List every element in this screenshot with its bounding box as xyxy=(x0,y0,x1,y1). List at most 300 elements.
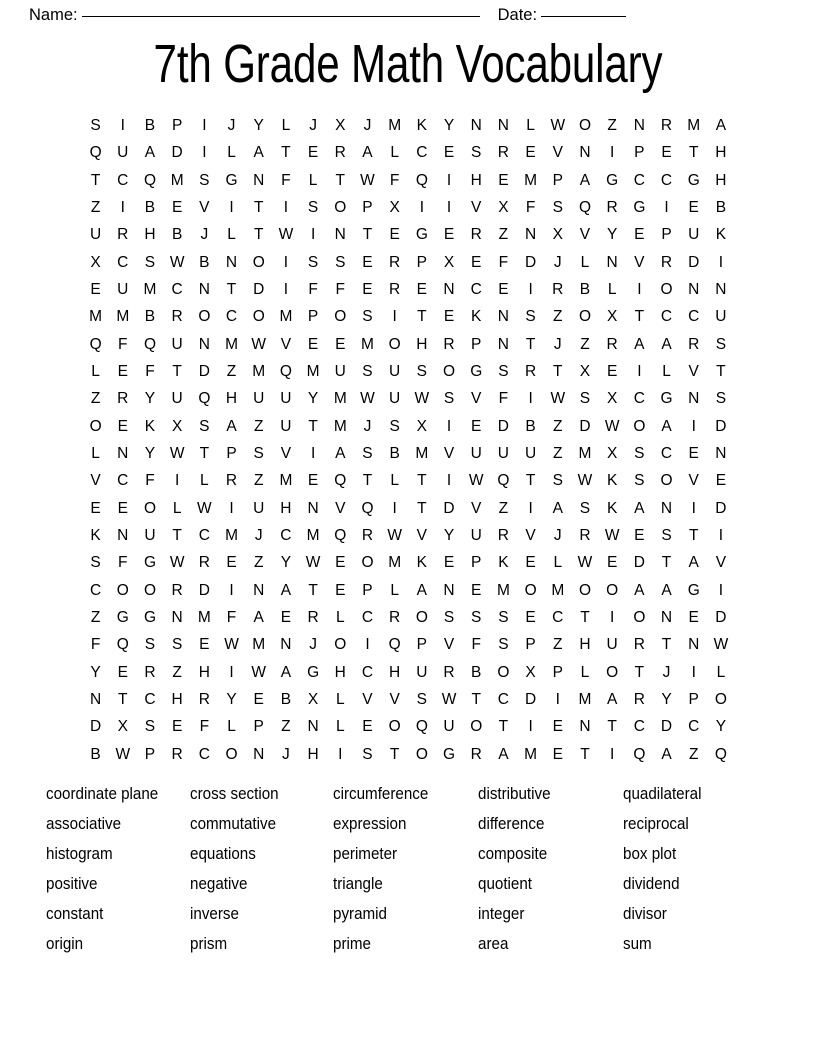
grid-cell[interactable]: I xyxy=(718,581,724,599)
grid-cell[interactable]: N xyxy=(117,444,129,462)
grid-cell[interactable]: K xyxy=(715,226,727,244)
grid-cell[interactable]: D xyxy=(497,417,509,435)
grid-cell[interactable]: I xyxy=(392,499,397,517)
grid-cell[interactable]: R xyxy=(171,308,183,326)
grid-cell[interactable]: N xyxy=(225,253,238,271)
grid-cell[interactable]: W xyxy=(251,663,267,681)
grid-cell[interactable]: I xyxy=(610,144,615,162)
grid-cell[interactable]: O xyxy=(415,608,428,626)
grid-cell[interactable]: M xyxy=(279,472,293,490)
grid-cell[interactable]: E xyxy=(362,718,373,736)
grid-cell[interactable]: Z xyxy=(253,472,264,490)
grid-cell[interactable]: U xyxy=(470,526,482,544)
grid-cell[interactable]: D xyxy=(715,417,727,435)
grid-cell[interactable]: K xyxy=(498,554,509,572)
grid-cell[interactable]: Z xyxy=(607,117,617,134)
grid-cell[interactable]: B xyxy=(280,690,292,708)
grid-cell[interactable]: T xyxy=(417,308,427,326)
grid-cell[interactable]: E xyxy=(471,417,482,435)
grid-cell[interactable]: N xyxy=(334,226,346,244)
grid-cell[interactable]: A xyxy=(280,663,292,681)
grid-cell[interactable]: S xyxy=(144,718,156,736)
grid-cell[interactable]: O xyxy=(470,718,483,736)
grid-cell[interactable]: T xyxy=(308,581,318,599)
grid-cell[interactable]: Z xyxy=(172,663,182,681)
grid-cell[interactable]: C xyxy=(280,526,292,544)
grid-cell[interactable]: X xyxy=(525,663,536,681)
grid-cell[interactable]: R xyxy=(171,745,183,763)
grid-cell[interactable]: R xyxy=(688,335,700,353)
grid-cell[interactable]: P xyxy=(688,690,699,708)
grid-cell[interactable]: Z xyxy=(90,390,101,408)
grid-cell[interactable]: A xyxy=(688,554,699,572)
grid-cell[interactable]: D xyxy=(524,253,537,271)
grid-cell[interactable]: M xyxy=(306,362,320,380)
grid-cell[interactable]: O xyxy=(143,499,156,517)
grid-cell[interactable]: M xyxy=(333,390,347,408)
grid-cell[interactable]: U xyxy=(416,663,428,681)
grid-cell[interactable]: I xyxy=(283,280,289,298)
grid-cell[interactable]: R xyxy=(552,280,564,298)
grid-cell[interactable]: E xyxy=(606,362,618,380)
grid-cell[interactable]: C xyxy=(633,171,645,189)
grid-cell[interactable]: Q xyxy=(497,472,510,490)
grid-cell[interactable]: E xyxy=(471,581,482,599)
grid-cell[interactable]: B xyxy=(579,280,591,298)
grid-cell[interactable]: S xyxy=(498,608,509,626)
grid-cell[interactable]: E xyxy=(307,472,319,490)
grid-cell[interactable]: N xyxy=(715,444,727,462)
grid-cell[interactable]: P xyxy=(171,117,183,134)
grid-cell[interactable]: I xyxy=(446,171,452,189)
grid-cell[interactable]: Y xyxy=(253,117,264,134)
grid-cell[interactable]: O xyxy=(89,417,102,435)
grid-cell[interactable]: W xyxy=(169,444,185,462)
grid-cell[interactable]: E xyxy=(688,198,699,216)
grid-cell[interactable]: T xyxy=(525,472,536,490)
grid-cell[interactable]: W xyxy=(468,472,484,490)
grid-cell[interactable]: I xyxy=(120,198,125,216)
grid-cell[interactable]: E xyxy=(90,280,101,298)
grid-cell[interactable]: N xyxy=(688,390,700,408)
grid-cell[interactable]: P xyxy=(552,171,563,189)
grid-cell[interactable]: R xyxy=(579,526,591,544)
grid-cell[interactable]: V xyxy=(199,198,210,216)
grid-cell[interactable]: R xyxy=(524,362,537,380)
grid-cell[interactable]: L xyxy=(390,472,399,490)
grid-cell[interactable]: T xyxy=(308,417,318,435)
grid-cell[interactable]: L xyxy=(390,144,399,162)
grid-cell[interactable]: U xyxy=(334,362,346,380)
grid-cell[interactable]: E xyxy=(226,554,237,572)
grid-cell[interactable]: J xyxy=(553,335,562,353)
grid-cell[interactable]: T xyxy=(716,362,726,380)
grid-cell[interactable]: L xyxy=(390,581,399,599)
grid-cell[interactable]: W xyxy=(387,526,402,544)
grid-cell[interactable]: I xyxy=(691,663,696,681)
grid-cell[interactable]: Q xyxy=(415,171,428,189)
grid-cell[interactable]: O xyxy=(116,581,129,599)
grid-cell[interactable]: O xyxy=(633,417,646,435)
grid-cell[interactable]: U xyxy=(117,144,129,162)
grid-cell[interactable]: M xyxy=(225,526,238,544)
grid-cell[interactable]: I xyxy=(718,253,724,271)
grid-cell[interactable]: C xyxy=(89,581,102,599)
grid-cell[interactable]: H xyxy=(198,663,210,681)
grid-cell[interactable]: F xyxy=(281,171,291,189)
grid-cell[interactable]: O xyxy=(225,745,238,763)
grid-cell[interactable]: M xyxy=(170,171,184,189)
grid-cell[interactable]: E xyxy=(335,581,346,599)
grid-cell[interactable]: L xyxy=(91,444,100,462)
name-write-in-line[interactable] xyxy=(82,16,480,17)
grid-cell[interactable]: R xyxy=(497,526,509,544)
grid-cell[interactable]: I xyxy=(446,472,452,490)
grid-cell[interactable]: I xyxy=(637,280,642,298)
grid-cell[interactable]: Q xyxy=(578,198,591,216)
grid-cell[interactable]: E xyxy=(335,335,346,353)
grid-cell[interactable]: N xyxy=(633,117,645,134)
grid-cell[interactable]: M xyxy=(524,745,538,763)
grid-cell[interactable]: M xyxy=(388,117,402,134)
grid-cell[interactable]: T xyxy=(580,745,590,763)
grid-cell[interactable]: O xyxy=(334,636,347,654)
grid-cell[interactable]: U xyxy=(171,335,183,353)
grid-cell[interactable]: S xyxy=(307,198,319,216)
grid-cell[interactable]: T xyxy=(661,636,672,654)
grid-cell[interactable]: A xyxy=(253,144,264,162)
grid-cell[interactable]: I xyxy=(691,417,696,435)
grid-cell[interactable]: G xyxy=(116,608,129,626)
grid-cell[interactable]: K xyxy=(90,526,101,544)
grid-cell[interactable]: J xyxy=(227,117,236,134)
grid-cell[interactable]: Z xyxy=(498,226,509,244)
grid-cell[interactable]: G xyxy=(143,608,156,626)
grid-cell[interactable]: L xyxy=(281,117,291,134)
grid-cell[interactable]: U xyxy=(89,226,102,244)
grid-cell[interactable]: C xyxy=(361,663,374,681)
grid-cell[interactable]: V xyxy=(715,554,727,572)
grid-cell[interactable]: L xyxy=(227,718,236,736)
grid-cell[interactable]: U xyxy=(524,444,537,462)
grid-cell[interactable]: U xyxy=(389,390,401,408)
grid-cell[interactable]: R xyxy=(307,608,319,626)
grid-cell[interactable]: F xyxy=(335,280,346,298)
grid-cell[interactable]: R xyxy=(334,144,346,162)
grid-cell[interactable]: T xyxy=(90,171,101,189)
grid-cell[interactable]: G xyxy=(606,171,619,189)
grid-cell[interactable]: T xyxy=(580,608,590,626)
grid-cell[interactable]: Q xyxy=(279,362,292,380)
grid-cell[interactable]: R xyxy=(117,390,129,408)
grid-cell[interactable]: P xyxy=(253,718,264,736)
grid-cell[interactable]: M xyxy=(252,636,266,654)
grid-cell[interactable]: I xyxy=(202,144,207,162)
grid-cell[interactable]: Y xyxy=(144,390,156,408)
grid-cell[interactable]: R xyxy=(198,554,210,572)
grid-cell[interactable]: P xyxy=(416,253,428,271)
grid-cell[interactable]: A xyxy=(661,335,672,353)
grid-cell[interactable]: E xyxy=(552,745,563,763)
grid-cell[interactable]: Y xyxy=(307,390,319,408)
grid-cell[interactable]: E xyxy=(171,198,183,216)
grid-cell[interactable]: E xyxy=(688,444,699,462)
date-write-in-line[interactable] xyxy=(541,16,626,17)
grid-cell[interactable]: Y xyxy=(443,526,455,544)
grid-cell[interactable]: P xyxy=(144,745,156,763)
grid-cell[interactable]: W xyxy=(414,390,430,408)
grid-cell[interactable]: W xyxy=(604,526,620,544)
grid-cell[interactable]: C xyxy=(660,308,673,326)
grid-cell[interactable]: Q xyxy=(198,390,211,408)
grid-cell[interactable]: M xyxy=(333,417,347,435)
grid-cell[interactable]: N xyxy=(117,526,129,544)
grid-cell[interactable]: V xyxy=(471,499,482,517)
grid-cell[interactable]: P xyxy=(362,581,373,599)
grid-cell[interactable]: L xyxy=(662,362,671,380)
grid-cell[interactable]: E xyxy=(362,280,373,298)
grid-cell[interactable]: I xyxy=(202,117,207,134)
grid-cell[interactable]: E xyxy=(471,253,482,271)
grid-cell[interactable]: R xyxy=(470,226,482,244)
grid-cell[interactable]: X xyxy=(389,198,400,216)
grid-cell[interactable]: S xyxy=(579,499,591,517)
grid-cell[interactable]: I xyxy=(229,663,234,681)
grid-cell[interactable]: I xyxy=(392,308,397,326)
grid-cell[interactable]: Q xyxy=(633,745,646,763)
grid-cell[interactable]: R xyxy=(470,745,482,763)
grid-cell[interactable]: C xyxy=(497,690,509,708)
grid-cell[interactable]: I xyxy=(446,417,452,435)
grid-cell[interactable]: O xyxy=(606,581,619,599)
grid-cell[interactable]: T xyxy=(417,472,427,490)
grid-cell[interactable]: I xyxy=(555,690,560,708)
grid-cell[interactable]: A xyxy=(661,417,672,435)
grid-cell[interactable]: E xyxy=(117,362,128,380)
grid-cell[interactable]: P xyxy=(552,663,563,681)
grid-cell[interactable]: L xyxy=(172,499,182,517)
grid-cell[interactable]: X xyxy=(606,390,618,408)
grid-cell[interactable]: L xyxy=(200,472,209,490)
grid-cell[interactable]: Y xyxy=(144,444,156,462)
grid-cell[interactable]: E xyxy=(307,144,319,162)
grid-cell[interactable]: N xyxy=(253,581,265,599)
grid-cell[interactable]: S xyxy=(362,362,373,380)
grid-cell[interactable]: U xyxy=(117,280,129,298)
grid-cell[interactable]: S xyxy=(552,472,563,490)
grid-cell[interactable]: F xyxy=(471,636,481,654)
grid-cell[interactable]: G xyxy=(415,226,428,244)
grid-cell[interactable]: P xyxy=(362,198,373,216)
grid-cell[interactable]: F xyxy=(226,608,237,626)
grid-cell[interactable]: U xyxy=(280,417,292,435)
grid-cell[interactable]: T xyxy=(607,718,617,736)
grid-cell[interactable]: T xyxy=(688,526,699,544)
grid-cell[interactable]: G xyxy=(687,581,700,599)
grid-cell[interactable]: L xyxy=(227,226,236,244)
grid-cell[interactable]: N xyxy=(253,171,265,189)
grid-cell[interactable]: S xyxy=(416,362,428,380)
grid-cell[interactable]: K xyxy=(606,499,618,517)
grid-cell[interactable]: R xyxy=(606,335,618,353)
grid-cell[interactable]: F xyxy=(389,171,400,189)
grid-cell[interactable]: D xyxy=(171,144,183,162)
grid-cell[interactable]: Q xyxy=(143,171,156,189)
grid-cell[interactable]: R xyxy=(660,117,673,134)
grid-cell[interactable]: A xyxy=(362,144,373,162)
grid-cell[interactable]: B xyxy=(525,417,536,435)
grid-cell[interactable]: C xyxy=(688,308,700,326)
grid-cell[interactable]: A xyxy=(579,171,591,189)
grid-cell[interactable]: T xyxy=(471,690,481,708)
grid-cell[interactable]: Y xyxy=(90,663,101,681)
grid-cell[interactable]: G xyxy=(660,390,673,408)
grid-cell[interactable]: Y xyxy=(661,690,672,708)
grid-cell[interactable]: E xyxy=(362,253,373,271)
grid-cell[interactable]: Z xyxy=(688,745,699,763)
grid-cell[interactable]: V xyxy=(90,472,101,490)
grid-cell[interactable]: X xyxy=(443,253,455,271)
grid-cell[interactable]: E xyxy=(443,226,455,244)
grid-cell[interactable]: O xyxy=(714,690,727,708)
grid-cell[interactable]: S xyxy=(661,526,672,544)
grid-cell[interactable]: V xyxy=(688,472,699,490)
grid-cell[interactable]: G xyxy=(470,362,483,380)
grid-cell[interactable]: E xyxy=(90,499,101,517)
grid-cell[interactable]: M xyxy=(578,444,592,462)
grid-cell[interactable]: C xyxy=(225,308,238,326)
grid-cell[interactable]: S xyxy=(471,608,482,626)
grid-cell[interactable]: Z xyxy=(281,718,291,736)
grid-cell[interactable]: W xyxy=(305,554,321,572)
grid-cell[interactable]: N xyxy=(497,117,509,134)
grid-cell[interactable]: M xyxy=(306,526,320,544)
grid-cell[interactable]: F xyxy=(498,253,509,271)
grid-cell[interactable]: I xyxy=(718,526,724,544)
grid-cell[interactable]: W xyxy=(550,117,566,134)
grid-cell[interactable]: W xyxy=(251,335,267,353)
grid-cell[interactable]: N xyxy=(198,335,210,353)
grid-cell[interactable]: M xyxy=(225,335,238,353)
grid-cell[interactable]: U xyxy=(470,444,482,462)
grid-cell[interactable]: S xyxy=(715,335,727,353)
grid-cell[interactable]: H xyxy=(334,663,346,681)
grid-cell[interactable]: J xyxy=(254,526,263,544)
grid-cell[interactable]: C xyxy=(144,690,156,708)
grid-cell[interactable]: L xyxy=(227,144,236,162)
grid-cell[interactable]: V xyxy=(443,636,455,654)
grid-cell[interactable]: R xyxy=(171,581,183,599)
grid-cell[interactable]: H xyxy=(307,745,319,763)
grid-cell[interactable]: B xyxy=(715,198,727,216)
grid-cell[interactable]: Q xyxy=(89,335,102,353)
grid-cell[interactable]: T xyxy=(253,226,264,244)
grid-cell[interactable]: J xyxy=(200,226,209,244)
grid-cell[interactable]: R xyxy=(389,253,401,271)
grid-cell[interactable]: I xyxy=(310,444,316,462)
grid-cell[interactable]: Z xyxy=(253,417,264,435)
grid-cell[interactable]: A xyxy=(634,499,645,517)
grid-cell[interactable]: O xyxy=(633,608,646,626)
grid-cell[interactable]: O xyxy=(660,280,673,298)
grid-cell[interactable]: F xyxy=(525,198,536,216)
grid-cell[interactable]: B xyxy=(171,226,183,244)
grid-cell[interactable]: S xyxy=(199,417,210,435)
grid-cell[interactable]: H xyxy=(579,636,591,654)
grid-cell[interactable]: B xyxy=(144,308,156,326)
grid-cell[interactable]: U xyxy=(280,390,292,408)
grid-cell[interactable]: P xyxy=(226,444,237,462)
grid-cell[interactable]: N xyxy=(497,308,509,326)
grid-cell[interactable]: W xyxy=(713,636,729,654)
grid-cell[interactable]: N xyxy=(470,117,482,134)
grid-cell[interactable]: O xyxy=(361,554,374,572)
grid-cell[interactable]: F xyxy=(308,280,318,298)
grid-cell[interactable]: Q xyxy=(143,335,156,353)
grid-cell[interactable]: D xyxy=(688,253,700,271)
grid-cell[interactable]: W xyxy=(115,745,131,763)
grid-cell[interactable]: I xyxy=(528,718,533,736)
grid-cell[interactable]: R xyxy=(389,608,401,626)
grid-cell[interactable]: T xyxy=(281,144,291,162)
grid-cell[interactable]: M xyxy=(551,581,565,599)
grid-cell[interactable]: S xyxy=(335,253,346,271)
grid-cell[interactable]: P xyxy=(525,636,536,654)
grid-cell[interactable]: E xyxy=(661,144,672,162)
grid-cell[interactable]: Z xyxy=(498,499,509,517)
grid-cell[interactable]: W xyxy=(278,226,294,244)
grid-cell[interactable]: A xyxy=(335,444,346,462)
grid-cell[interactable]: O xyxy=(606,663,619,681)
grid-cell[interactable]: S xyxy=(471,144,482,162)
grid-cell[interactable]: I xyxy=(419,198,424,216)
grid-cell[interactable]: W xyxy=(577,472,593,490)
grid-cell[interactable]: G xyxy=(307,663,320,681)
grid-cell[interactable]: O xyxy=(660,472,673,490)
grid-cell[interactable]: Q xyxy=(388,636,401,654)
grid-cell[interactable]: I xyxy=(283,253,289,271)
grid-cell[interactable]: L xyxy=(580,663,590,681)
grid-cell[interactable]: K xyxy=(416,117,428,134)
grid-cell[interactable]: X xyxy=(416,417,428,435)
grid-cell[interactable]: I xyxy=(528,280,533,298)
grid-cell[interactable]: P xyxy=(471,335,482,353)
grid-cell[interactable]: X xyxy=(171,417,183,435)
grid-cell[interactable]: I xyxy=(446,198,452,216)
grid-cell[interactable]: Y xyxy=(280,554,292,572)
grid-cell[interactable]: M xyxy=(116,308,130,326)
grid-cell[interactable]: I xyxy=(637,362,642,380)
grid-cell[interactable]: C xyxy=(633,390,645,408)
grid-cell[interactable]: W xyxy=(169,253,185,271)
grid-cell[interactable]: X xyxy=(552,226,563,244)
grid-cell[interactable]: Z xyxy=(553,444,563,462)
grid-cell[interactable]: R xyxy=(443,663,455,681)
grid-cell[interactable]: N xyxy=(280,636,292,654)
grid-cell[interactable]: L xyxy=(526,117,535,134)
grid-cell[interactable]: I xyxy=(691,499,696,517)
grid-cell[interactable]: W xyxy=(360,390,375,408)
grid-cell[interactable]: N xyxy=(606,253,618,271)
grid-cell[interactable]: I xyxy=(610,608,615,626)
grid-cell[interactable]: E xyxy=(117,417,128,435)
grid-cell[interactable]: V xyxy=(525,526,536,544)
grid-cell[interactable]: A xyxy=(661,745,672,763)
word-search-grid[interactable] xyxy=(82,112,734,768)
grid-cell[interactable]: C xyxy=(171,280,183,298)
grid-cell[interactable]: A xyxy=(144,144,156,162)
grid-cell[interactable]: I xyxy=(528,499,533,517)
